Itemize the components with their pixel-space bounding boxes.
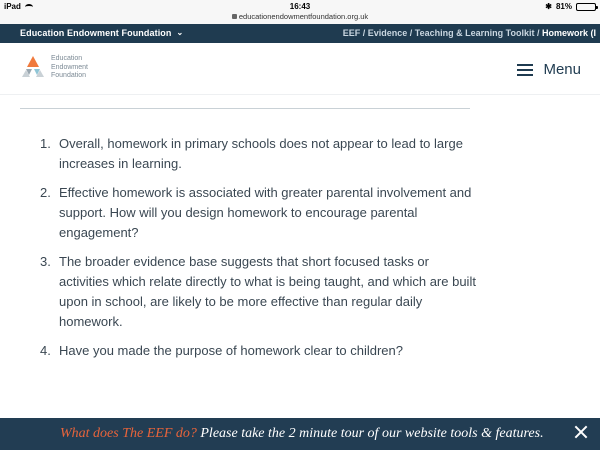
- eef-logo[interactable]: [20, 55, 88, 81]
- tour-invite[interactable]: Please take the 2 minute tour of our website tools & features.: [196, 426, 544, 441]
- menu-button[interactable]: [517, 61, 581, 78]
- item-number: 1.: [40, 136, 51, 151]
- device-label: iPad: [4, 2, 21, 11]
- breadcrumb-separator: /: [534, 28, 542, 38]
- address-url[interactable]: educationendowmentfoundation.org.uk: [238, 12, 369, 21]
- tour-message[interactable]: [60, 426, 544, 442]
- chevron-down-icon: ⌄: [176, 28, 184, 37]
- item-text: The broader evidence base suggests that short focused tasks or activities which relate directly to what is being taught, and which are built upon in school, are likely to be more effective than regular daily homework.: [59, 254, 476, 329]
- item-number: 2.: [40, 185, 51, 200]
- hamburger-menu-icon: [517, 64, 533, 76]
- logo-text: [51, 55, 88, 81]
- top-nav-bar: [0, 24, 600, 43]
- breadcrumb: [343, 28, 596, 38]
- item-text: Effective homework is associated with greater parental involvement and support. How will you design homework to encourage parental engagement?: [59, 185, 472, 240]
- logo-line: Endowment: [51, 63, 88, 71]
- item-text: Overall, homework in primary schools does not appear to lead to large increases in learning.: [59, 136, 463, 171]
- breadcrumb-separator: /: [360, 28, 368, 38]
- main-content: [40, 134, 480, 370]
- brand-dropdown[interactable]: [20, 28, 183, 38]
- status-time: 16:43: [289, 2, 311, 11]
- item-number: 3.: [40, 254, 51, 269]
- list-item: [40, 183, 480, 243]
- address-bar[interactable]: [0, 12, 600, 21]
- tour-banner[interactable]: [0, 418, 600, 450]
- list-item: [40, 134, 480, 174]
- item-text: Have you made the purpose of homework clear to children?: [59, 343, 403, 358]
- menu-label: Menu: [543, 61, 581, 78]
- breadcrumb-item[interactable]: Teaching & Learning Toolkit: [414, 28, 535, 38]
- section-divider: [20, 108, 470, 109]
- close-icon[interactable]: [574, 425, 588, 439]
- breadcrumb-item[interactable]: EEF: [342, 28, 361, 38]
- logo-mark-icon: [20, 55, 46, 81]
- status-right: [545, 2, 596, 11]
- breadcrumb-item[interactable]: Evidence: [367, 28, 408, 38]
- lock-icon: [232, 14, 237, 19]
- status-bar: [0, 0, 600, 24]
- list-item: [40, 341, 480, 361]
- key-points-list: [40, 134, 480, 361]
- brand-label: Education Endowment Foundation: [20, 28, 172, 38]
- bluetooth-icon: ✱: [545, 2, 552, 11]
- logo-line: Education: [51, 55, 83, 62]
- breadcrumb-separator: /: [407, 28, 415, 38]
- item-number: 4.: [40, 343, 51, 358]
- list-item: [40, 252, 480, 332]
- logo-line: Foundation: [51, 72, 87, 79]
- battery-percent: 81%: [555, 2, 572, 11]
- tour-question[interactable]: What does The EEF do?: [60, 426, 197, 441]
- battery-icon: [576, 3, 596, 11]
- site-header: [0, 43, 600, 95]
- breadcrumb-current: Homework (I: [541, 28, 596, 38]
